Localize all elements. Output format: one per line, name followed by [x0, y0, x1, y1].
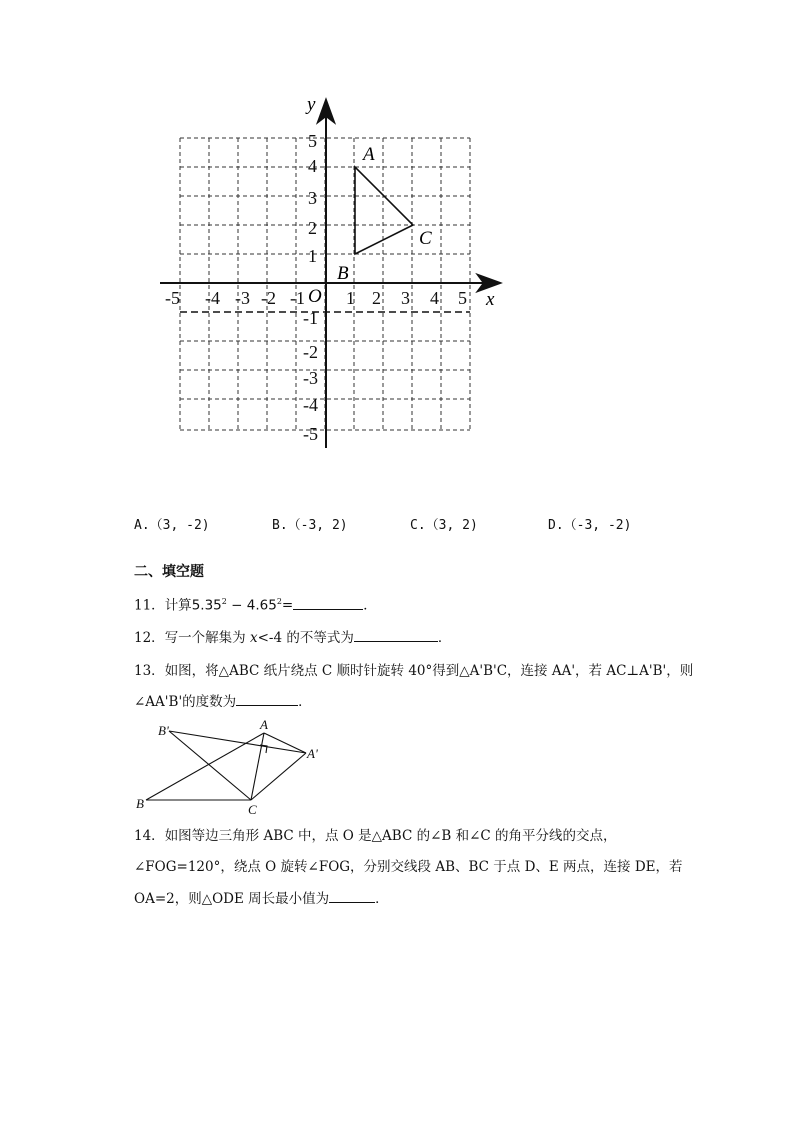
q14-text-2: ∠FOG=120°，绕点 O 旋转∠FOG，分别交线段 AB、BC 于点 D、E 两点，连接 DE，若 — [134, 859, 683, 875]
y-tick-label: 1 — [308, 246, 317, 266]
option-b[interactable] — [272, 514, 348, 533]
coordinate-grid-figure — [0, 0, 794, 470]
segment-b1a1 — [169, 731, 306, 753]
x-tick-label: -2 — [261, 288, 276, 308]
q12-pre: 写一个解集为 — [164, 630, 250, 646]
q11-exp-a: 2 — [221, 597, 227, 606]
x-tick-label: 3 — [401, 288, 410, 308]
q12-answer-blank[interactable] — [354, 627, 438, 642]
q13-label-a-prime: A' — [307, 746, 318, 761]
q12-relation: <-4 — [257, 630, 283, 646]
x-tick-label: 1 — [346, 288, 355, 308]
q13-number: 13． — [134, 663, 165, 679]
y-tick-label: -1 — [303, 308, 318, 328]
x-tick-label: 5 — [458, 288, 467, 308]
x-tick-label: -4 — [205, 288, 220, 308]
q13-label-c: C — [248, 802, 257, 817]
q11-answer-blank[interactable] — [293, 595, 363, 610]
q14-end: ． — [375, 891, 389, 907]
q13-text-2: ∠AA'B'的度数为 — [134, 694, 237, 710]
question-11 — [134, 592, 377, 616]
question-14-line-1 — [134, 826, 617, 846]
origin-label: O — [308, 286, 322, 307]
option-c-value: （3, 2) — [425, 518, 478, 533]
question-14-line-3 — [134, 888, 389, 909]
point-a-label: A — [363, 144, 375, 165]
q11-a: 5.35 — [191, 597, 222, 614]
x-axis-label: x — [486, 289, 495, 310]
option-b-value: （-3, 2) — [287, 518, 348, 533]
option-b-letter: B. — [272, 518, 288, 533]
q11-number: 11． — [134, 597, 165, 614]
option-a[interactable] — [134, 514, 210, 533]
y-tick-label: 3 — [308, 188, 317, 208]
q13-end: ． — [298, 694, 312, 710]
option-a-letter: A. — [134, 518, 150, 533]
q14-number: 14． — [134, 828, 165, 844]
q11-exp-b: 2 — [276, 597, 282, 606]
option-c[interactable] — [410, 514, 478, 533]
q12-variable: x — [249, 630, 258, 646]
y-tick-label: 2 — [308, 218, 317, 238]
q14-answer-blank[interactable] — [329, 888, 375, 903]
q13-label-b-prime: B' — [158, 723, 169, 738]
x-tick-label: 2 — [372, 288, 381, 308]
q14-text-3: OA=2，则△ODE 周长最小值为 — [134, 891, 330, 907]
option-d[interactable] — [548, 514, 631, 533]
rotation-figure — [130, 715, 330, 820]
q11-end: ． — [363, 597, 377, 614]
y-axis-label: y — [307, 94, 316, 115]
point-c-label: C — [419, 228, 432, 249]
option-a-value: （3, -2) — [149, 518, 210, 533]
q14-text-1: 如图等边三角形 ABC 中，点 O 是△ABC 的∠B 和∠C 的角平分线的交点， — [164, 828, 617, 844]
y-tick-label: -3 — [303, 368, 318, 388]
question-14-line-2 — [134, 857, 683, 877]
y-tick-label: 4 — [308, 156, 317, 176]
option-d-letter: D. — [548, 518, 564, 533]
q11-b: 4.65 — [246, 597, 277, 614]
q12-post: 的不等式为 — [282, 630, 354, 646]
option-d-value: （-3, -2) — [563, 518, 632, 533]
option-c-letter: C. — [410, 518, 426, 533]
segment-b1c — [169, 731, 251, 800]
q13-text-1: 如图，将△ABC 纸片绕点 C 顺时针旋转 40°得到△A'B'C，连接 AA'，若 AC⊥A'B'，则 — [164, 663, 694, 679]
axes — [160, 100, 500, 448]
q11-minus: − — [226, 597, 247, 614]
q13-label-b: B — [136, 796, 144, 811]
x-tick-label: -1 — [290, 288, 305, 308]
y-tick-label: -2 — [303, 342, 318, 362]
point-b-label: B — [337, 263, 349, 284]
question-12 — [134, 627, 451, 648]
section-title: 二、填空题 — [134, 564, 204, 580]
x-tick-label: -3 — [235, 288, 250, 308]
q12-number: 12． — [134, 630, 165, 646]
q13-label-a: A — [260, 717, 268, 732]
y-tick-label: 5 — [308, 131, 317, 151]
x-tick-label: 4 — [430, 288, 439, 308]
q11-equals: = — [281, 597, 294, 614]
y-tick-label: -5 — [303, 424, 318, 444]
x-tick-label: -5 — [165, 288, 180, 308]
q11-pre: 计算 — [164, 597, 192, 614]
q13-answer-blank[interactable] — [236, 691, 298, 706]
triangle-abc — [355, 167, 413, 254]
y-tick-label: -4 — [303, 395, 318, 415]
question-13-line-1 — [134, 661, 693, 681]
question-13-line-2 — [134, 691, 312, 712]
q12-end: ． — [437, 630, 452, 646]
